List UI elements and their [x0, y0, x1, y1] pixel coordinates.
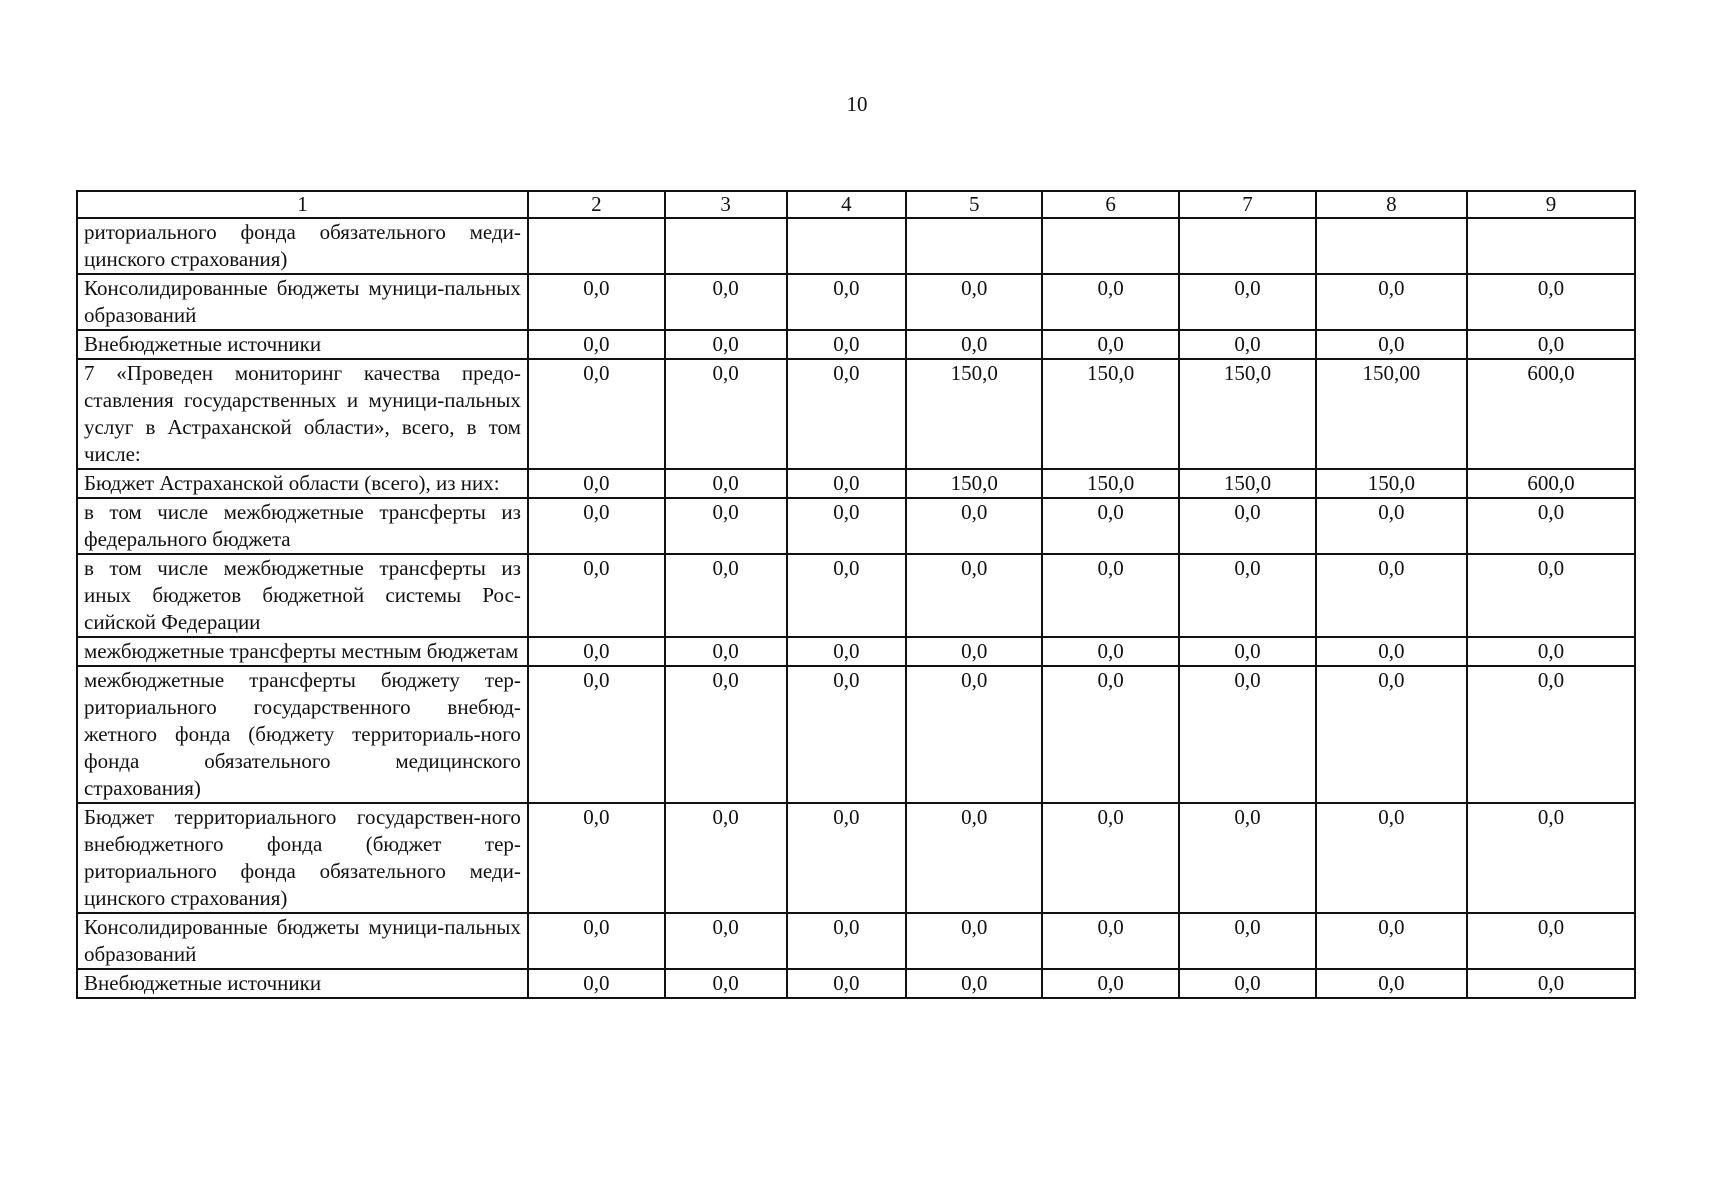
table-row [77, 359, 1635, 469]
value-cell: 150,0 [1042, 469, 1179, 498]
value-cell: 150,0 [1179, 359, 1316, 469]
value-cell: 0,0 [1042, 498, 1179, 554]
value-cell: 0,0 [665, 969, 787, 998]
value-cell: 0,0 [1316, 554, 1467, 637]
column-header: 6 [1042, 191, 1179, 218]
value-cell: 600,0 [1467, 469, 1635, 498]
value-cell: 0,0 [1042, 666, 1179, 803]
value-cell: 150,0 [906, 359, 1042, 469]
value-cell: 150,00 [1316, 359, 1467, 469]
value-cell: 0,0 [528, 330, 665, 359]
value-cell: 0,0 [665, 666, 787, 803]
table-body [77, 218, 1635, 998]
value-cell: 0,0 [1179, 498, 1316, 554]
value-cell: 0,0 [787, 554, 907, 637]
value-cell: 0,0 [787, 469, 907, 498]
value-cell: 0,0 [906, 913, 1042, 969]
value-cell: 0,0 [665, 803, 787, 913]
value-cell: 150,0 [1042, 359, 1179, 469]
column-header: 4 [787, 191, 907, 218]
value-cell: 0,0 [787, 637, 907, 666]
column-header: 2 [528, 191, 665, 218]
value-cell [528, 218, 665, 274]
value-cell: 0,0 [665, 274, 787, 330]
value-cell: 0,0 [1179, 803, 1316, 913]
value-cell: 0,0 [787, 498, 907, 554]
table-row [77, 274, 1635, 330]
value-cell: 0,0 [1316, 969, 1467, 998]
row-label: в том числе межбюджетные трансферты из иных бюджетов бюджетной системы Рос-сийской Федерации [77, 554, 528, 637]
row-label: Консолидированные бюджеты муници-пальных образований [77, 913, 528, 969]
value-cell [787, 218, 907, 274]
value-cell: 0,0 [906, 498, 1042, 554]
table-row [77, 803, 1635, 913]
value-cell [1316, 218, 1467, 274]
value-cell: 0,0 [906, 554, 1042, 637]
budget-table [76, 190, 1636, 999]
value-cell: 0,0 [1042, 274, 1179, 330]
table-row [77, 498, 1635, 554]
value-cell: 0,0 [906, 330, 1042, 359]
value-cell: 0,0 [1467, 274, 1635, 330]
value-cell: 0,0 [1179, 666, 1316, 803]
value-cell: 600,0 [1467, 359, 1635, 469]
value-cell: 0,0 [1316, 498, 1467, 554]
value-cell: 0,0 [528, 469, 665, 498]
table-row [77, 330, 1635, 359]
value-cell [1042, 218, 1179, 274]
value-cell: 0,0 [1316, 274, 1467, 330]
value-cell [906, 218, 1042, 274]
value-cell: 0,0 [906, 666, 1042, 803]
value-cell: 0,0 [1467, 913, 1635, 969]
value-cell: 0,0 [787, 359, 907, 469]
value-cell: 0,0 [1467, 554, 1635, 637]
value-cell: 0,0 [787, 666, 907, 803]
value-cell: 0,0 [528, 359, 665, 469]
value-cell: 0,0 [1316, 913, 1467, 969]
value-cell: 0,0 [665, 359, 787, 469]
table-row [77, 637, 1635, 666]
column-header: 9 [1467, 191, 1635, 218]
value-cell [1179, 218, 1316, 274]
row-label: Бюджет территориального государствен-ного внебюджетного фонда (бюджет тер-риториального фонда обязательного меди-цинского страхования) [77, 803, 528, 913]
value-cell: 0,0 [1316, 637, 1467, 666]
column-header: 5 [906, 191, 1042, 218]
value-cell: 0,0 [1467, 637, 1635, 666]
column-header: 1 [77, 191, 528, 218]
value-cell: 0,0 [665, 330, 787, 359]
row-label: Бюджет Астраханской области (всего), из них: [77, 469, 528, 498]
value-cell: 0,0 [665, 554, 787, 637]
value-cell: 0,0 [1042, 637, 1179, 666]
value-cell: 0,0 [787, 969, 907, 998]
row-label: Внебюджетные источники [77, 330, 528, 359]
value-cell: 0,0 [1467, 498, 1635, 554]
value-cell: 0,0 [1179, 969, 1316, 998]
row-label: Внебюджетные источники [77, 969, 528, 998]
table-row [77, 554, 1635, 637]
value-cell: 0,0 [1467, 969, 1635, 998]
column-header: 3 [665, 191, 787, 218]
value-cell: 0,0 [787, 330, 907, 359]
value-cell: 0,0 [1467, 330, 1635, 359]
table-row [77, 913, 1635, 969]
value-cell: 0,0 [665, 498, 787, 554]
value-cell: 0,0 [1316, 666, 1467, 803]
value-cell: 0,0 [528, 274, 665, 330]
page-number: 10 [846, 92, 868, 116]
table-row [77, 969, 1635, 998]
value-cell: 0,0 [1042, 330, 1179, 359]
value-cell: 0,0 [787, 274, 907, 330]
value-cell: 0,0 [1179, 330, 1316, 359]
value-cell: 0,0 [528, 803, 665, 913]
value-cell: 150,0 [906, 469, 1042, 498]
table-row [77, 218, 1635, 274]
value-cell: 0,0 [1179, 274, 1316, 330]
value-cell: 0,0 [1179, 554, 1316, 637]
value-cell: 0,0 [906, 274, 1042, 330]
value-cell: 0,0 [906, 637, 1042, 666]
value-cell: 0,0 [1042, 803, 1179, 913]
value-cell: 0,0 [528, 969, 665, 998]
value-cell: 150,0 [1179, 469, 1316, 498]
value-cell: 0,0 [528, 913, 665, 969]
table-row [77, 666, 1635, 803]
value-cell: 0,0 [665, 469, 787, 498]
value-cell: 0,0 [906, 803, 1042, 913]
row-label: межбюджетные трансферты бюджету тер-риториального государственного внебюд-жетного фонда (бюджету территориаль-ного фонда обязательного медицинского страхования) [77, 666, 528, 803]
row-label: Консолидированные бюджеты муници-пальных образований [77, 274, 528, 330]
value-cell: 0,0 [787, 913, 907, 969]
value-cell: 0,0 [1316, 330, 1467, 359]
value-cell: 0,0 [528, 498, 665, 554]
value-cell: 0,0 [1467, 666, 1635, 803]
value-cell: 150,0 [1316, 469, 1467, 498]
row-label: 7 «Проведен мониторинг качества предо-ставления государственных и муници-пальных услуг в Астраханской области», всего, в том числе: [77, 359, 528, 469]
value-cell: 0,0 [1179, 637, 1316, 666]
value-cell: 0,0 [528, 554, 665, 637]
value-cell: 0,0 [1467, 803, 1635, 913]
value-cell [665, 218, 787, 274]
value-cell: 0,0 [1042, 554, 1179, 637]
column-header: 7 [1179, 191, 1316, 218]
value-cell: 0,0 [1316, 803, 1467, 913]
row-label: межбюджетные трансферты местным бюджетам [77, 637, 528, 666]
value-cell: 0,0 [1042, 913, 1179, 969]
value-cell [1467, 218, 1635, 274]
row-label: риториального фонда обязательного меди-цинского страхования) [77, 218, 528, 274]
value-cell: 0,0 [787, 803, 907, 913]
column-header: 8 [1316, 191, 1467, 218]
value-cell: 0,0 [665, 637, 787, 666]
value-cell: 0,0 [528, 666, 665, 803]
value-cell: 0,0 [1042, 969, 1179, 998]
value-cell: 0,0 [1179, 913, 1316, 969]
table-row [77, 469, 1635, 498]
table-header [77, 191, 1635, 218]
header-row [77, 191, 1635, 218]
value-cell: 0,0 [665, 913, 787, 969]
row-label: в том числе межбюджетные трансферты из федерального бюджета [77, 498, 528, 554]
value-cell: 0,0 [906, 969, 1042, 998]
value-cell: 0,0 [528, 637, 665, 666]
